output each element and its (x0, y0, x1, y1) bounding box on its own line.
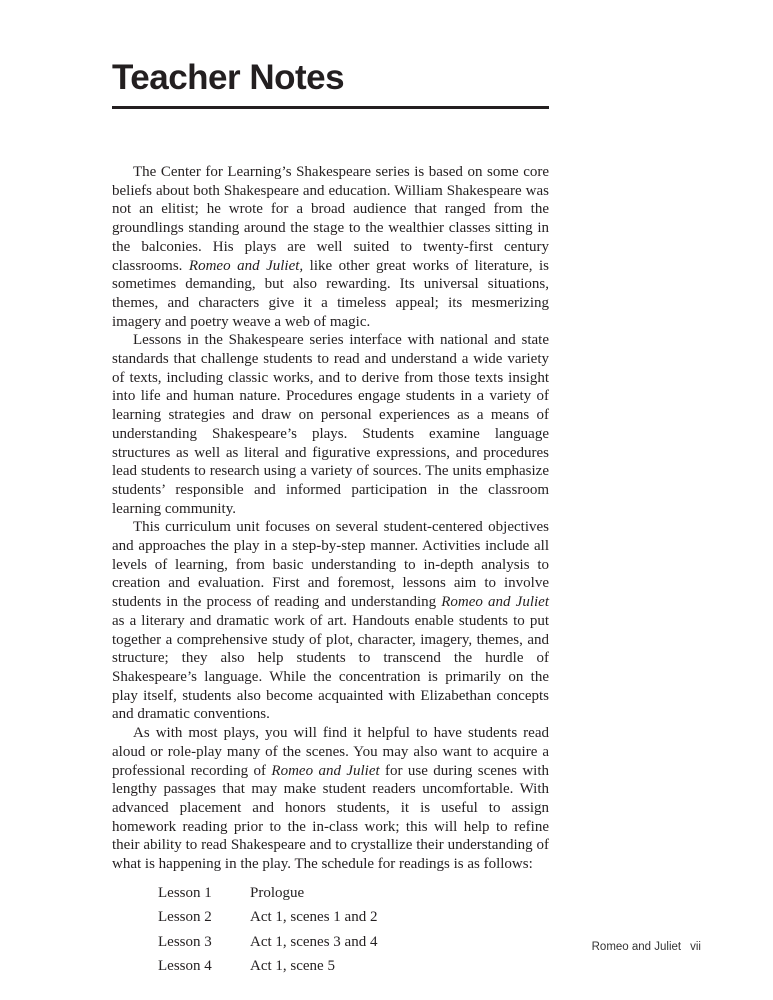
body-text (112, 163, 549, 874)
title-rule-divider (112, 106, 549, 109)
lesson-reading: Act 1, scenes 3 and 4 (250, 933, 378, 950)
lesson-label: Lesson 4 (158, 958, 212, 975)
footer-page-number: vii (690, 941, 701, 953)
paragraph-intro: The Center for Learning’s Shakespeare series is based on some core beliefs about both Shakespeare and education. William Shakespeare was not an elitist; he wrote for a broad audience that ranged from the groundlings standing around the stage to the wealthier classes sitting in the balconies. His plays are well suited to twenty-first century classrooms. Romeo and Juliet, like other great works of literature, is sometimes demanding, but also rewarding. Its universal situations, themes, and characters give it a timeless appeal; its mesmerizing imagery and poetry weave a web of magic. (112, 164, 549, 330)
paragraph-curriculum-unit: This curriculum unit focuses on several student-centered objectives and approaches the play in a step-by-step manner. Activities include all levels of learning, from basic understanding to in-depth analysis to creation and evaluation. First and foremost, lessons aim to involve students in the process of reading and understanding Romeo and Juliet as a literary and dramatic work of art. Handouts enable students to put together a comprehensive study of plot, character, imagery, themes, and structure; they also help students to transcend the hurdle of Shakespeare’s language. While the concentration is primarily on the play itself, students also become acquainted with Elizabethan concepts and dramatic conventions. (112, 519, 549, 723)
lesson-label: Lesson 1 (158, 884, 212, 901)
schedule-row (158, 930, 549, 955)
paragraph-reading-advice: As with most plays, you will find it helpful to have students read aloud or role-play many of the scenes. You may also want to acquire a professional recording of Romeo and Juliet for use during scenes with lengthy passages that may make student readers uncomfortable. With advanced placement and honors students, it is useful to assign homework reading prior to the in-class work; this will help to refine their ability to read Shakespeare and to crystallize their understanding of what is happening in the play. The schedule for readings is as follows: (112, 725, 549, 873)
schedule-row (158, 881, 549, 906)
lesson-reading: Act 1, scenes 1 and 2 (250, 909, 378, 926)
page-title: Teacher Notes (112, 58, 345, 97)
page-footer (592, 941, 701, 953)
page-content (112, 60, 549, 979)
footer-book-title: Romeo and Juliet (591, 941, 682, 953)
lesson-label: Lesson 2 (158, 909, 212, 926)
schedule-row (158, 954, 549, 979)
lesson-label: Lesson 3 (158, 933, 212, 950)
lesson-reading: Prologue (250, 884, 305, 901)
paragraph-standards: Lessons in the Shakespeare series interface with national and state standards that challenge students to read and understand a wide variety of texts, including classic works, and to derive from those texts insight into life and human nature. Procedures engage students in a variety of learning strategies and draw on personal experiences as a means of understanding Shakespeare’s plays. Students examine language structures as well as literal and figurative expressions, and procedures lead students to research using a variety of sources. The units emphasize students’ responsible and informed participation in the classroom learning community. (112, 332, 549, 517)
lesson-reading: Act 1, scene 5 (250, 958, 335, 975)
schedule-row (158, 905, 549, 930)
reading-schedule (158, 881, 549, 979)
